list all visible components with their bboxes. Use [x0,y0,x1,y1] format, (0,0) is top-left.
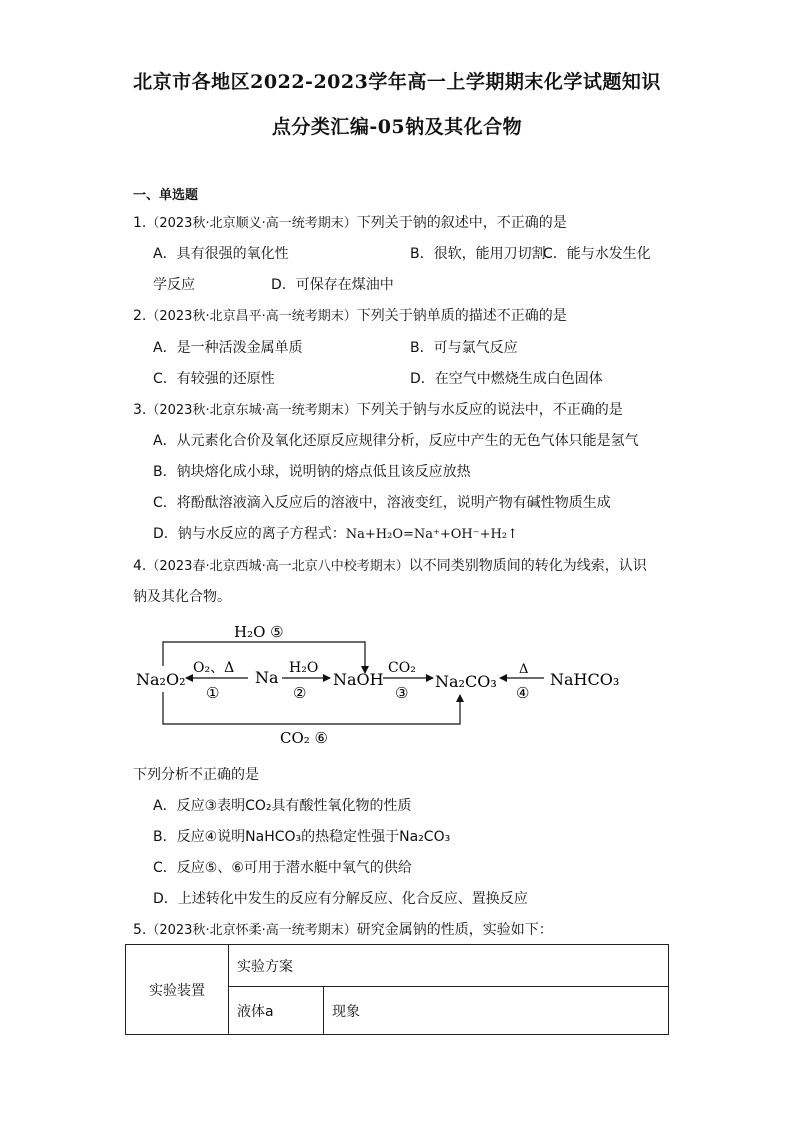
question-1-text: 下列关于钠的叙述中，不正确的是 [356,215,567,231]
sodium-conversion-diagram [130,616,630,751]
table-header-device: 实验装置 [126,945,229,1035]
q2-option-a: A．是一种活泼金属单质 [153,340,303,356]
question-1-source: （2023秋·北京顺义·高一统考期末） [146,216,357,231]
question-4-source: （2023春·北京西城·高一北京八中校考期末） [146,559,409,574]
reaction-5-label: H₂O ⑤ [234,623,284,641]
q1-option-b: B．很软，能用刀切割 [410,246,546,262]
q1-option-a: A．具有很强的氧化性 [153,246,289,262]
reaction-3-condition: CO₂ [388,660,416,676]
question-3-number: 3. [133,402,147,418]
question-3-text: 下列关于钠与水反应的说法中，不正确的是 [356,402,623,418]
species-nahco3: NaHCO₃ [550,670,620,689]
reaction-3-number: ③ [395,684,409,702]
question-4-stem [133,557,647,576]
species-naoh: NaOH [333,670,384,689]
question-1-stem [133,214,567,233]
q3-option-c: C．将酚酞溶液滴入反应后的溶液中，溶液变红，说明产物有碱性物质生成 [153,495,611,511]
question-5-text: 研究金属钠的性质，实验如下： [356,922,553,938]
question-1-number: 1. [133,215,147,231]
q4-option-a: A．反应③表明CO₂具有酸性氧化物的性质 [153,798,412,814]
reaction-2-number: ② [293,684,307,702]
q3-option-d [153,525,518,544]
page-title-line-2: 点分类汇编-05钠及其化合物 [271,116,523,138]
question-4-text-1: 以不同类别物质间的转化为线索，认识 [408,558,647,574]
table-header-liquid: 液体a [229,987,324,1035]
reaction-1-condition: O₂、Δ [193,660,235,676]
q2-option-c: C．有较强的还原性 [153,371,275,387]
table-header-phenomenon: 现象 [324,987,669,1035]
q1-option-c-part1: C．能与水发生化 [543,246,651,262]
q3-option-d-equation: Na+H₂O=Na⁺+OH⁻+H₂↑ [345,527,518,542]
q3-option-a: A．从元素化合价及氧化还原反应规律分析，反应中产生的无色气体只能是氢气 [153,433,639,449]
q4-option-c: C．反应⑤、⑥可用于潜水艇中氧气的供给 [153,860,412,876]
question-4-analysis: 下列分析不正确的是 [133,767,259,783]
species-na2o2: Na₂O₂ [136,670,186,689]
question-5-stem [133,921,553,940]
q3-option-b: B．钠块熔化成小球，说明钠的熔点低且该反应放热 [153,464,471,480]
q4-option-b: B．反应④说明NaHCO₃的热稳定性强于Na₂CO₃ [153,829,451,845]
q1-option-c-part2: 学反应 [153,277,195,293]
q4-option-d: D．上述转化中发生的反应有分解反应、化合反应、置换反应 [153,891,528,907]
reaction-6-label: CO₂ ⑥ [280,729,329,747]
question-5-source: （2023秋·北京怀柔·高一统考期末） [146,923,357,938]
question-2-text: 下列关于钠单质的描述不正确的是 [356,308,567,324]
experiment-table [125,944,669,1035]
question-2-number: 2. [133,308,147,324]
section-heading: 一、单选题 [133,188,199,203]
q3-option-d-text: D．钠与水反应的离子方程式： [153,526,346,542]
question-4-number: 4. [133,558,147,574]
reaction-4-condition: Δ [519,662,529,677]
reaction-1-number: ① [206,684,220,702]
q1-option-d: D．可保存在煤油中 [271,277,394,293]
page-title-line-1: 北京市各地区2022-2023学年高一上学期期末化学试题知识 [133,71,661,93]
q2-option-b: B．可与氯气反应 [410,340,518,356]
reaction-2-condition: H₂O [289,660,319,676]
question-4-text-2: 钠及其化合物。 [133,589,231,605]
question-3-source: （2023秋·北京东城·高一统考期末） [146,403,357,418]
species-na2co3: Na₂CO₃ [435,672,497,691]
q2-option-d: D．在空气中燃烧生成白色固体 [410,371,603,387]
question-2-stem [133,307,567,326]
reaction-4-number: ④ [516,684,530,702]
table-header-plan: 实验方案 [229,945,669,987]
question-2-source: （2023秋·北京昌平·高一统考期末） [146,309,357,324]
species-na: Na [255,668,279,687]
question-3-stem [133,401,623,420]
question-5-number: 5. [133,922,147,938]
